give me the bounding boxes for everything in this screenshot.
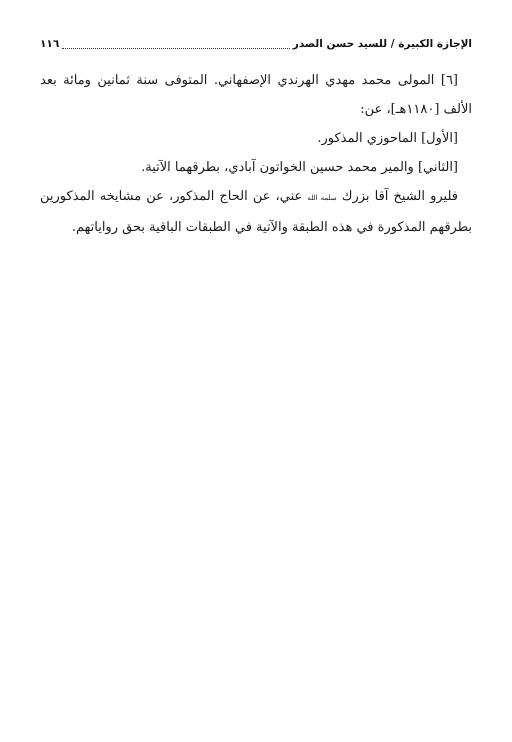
paragraph-second-teacher: [الثاني] والمير محمد حسين الخواتون آبادي، بطرقهما الآتية.	[141, 160, 458, 175]
transmission-text-end: عني، عن الحاج المذكور، عن مشايخه المذكورين بطرقهم المذكورة في هذه الطبقة والآتية في الطبقات الباقية بحق رواياتهم.	[40, 189, 472, 235]
main-text	[40, 66, 472, 242]
header-title: الإجازة الكبيرة / للسيد حسن الصدر	[292, 38, 472, 50]
paragraph-first-teacher: [الأول] الماحوزي المذكور.	[317, 131, 458, 146]
running-header	[40, 36, 472, 52]
paragraph-entry-6: [٦] المولى محمد مهدي الهرندي الإصفهاني. المتوفى سنة ثمانين ومائة بعد الألف [١١٨٠هـ]، عن:	[40, 73, 472, 117]
paragraph-transmission	[40, 182, 472, 242]
header-leader-dots	[62, 40, 290, 49]
transmission-text-start: فليرو الشيخ آقا بزرك	[336, 189, 458, 204]
page-number: ١١٦	[40, 38, 60, 50]
honorific-phrase: سلمه الله	[307, 194, 337, 202]
